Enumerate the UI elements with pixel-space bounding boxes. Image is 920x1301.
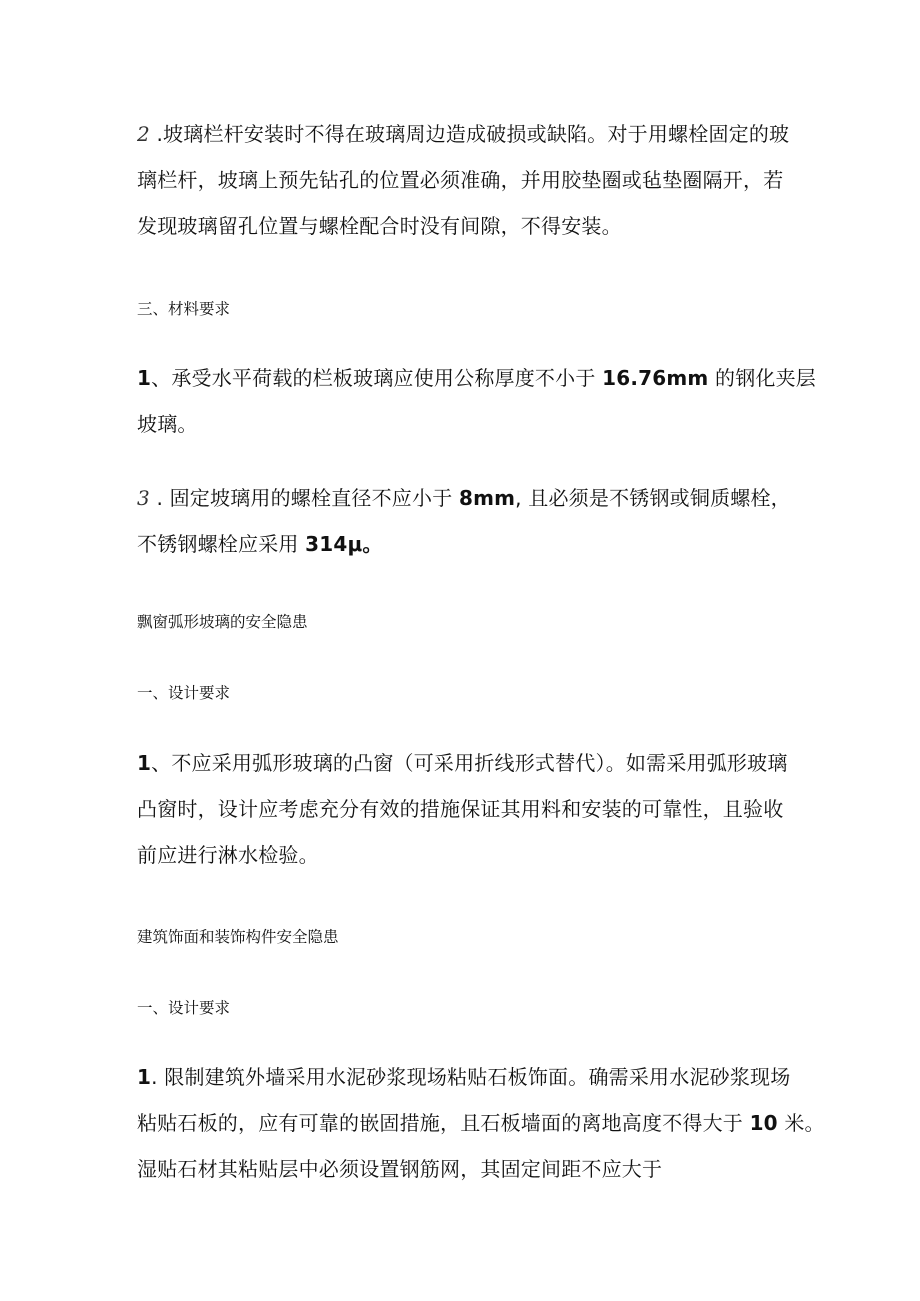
line-text: 、承受水平荷载的栏板玻璃应使用公称厚度不小于 <box>151 366 603 390</box>
line-text: 湿贴石材其粘贴层中必须设置钢筋网，其固定间距不应大于 <box>137 1157 663 1181</box>
steel-grade-value: 314μ。 <box>305 532 383 556</box>
list-number: 2 <box>137 122 157 146</box>
text-line <box>137 1100 825 1146</box>
section-heading-design-requirements-2: 一、设计要求 <box>137 999 231 1017</box>
height-limit-value: 10 <box>749 1111 778 1135</box>
line-text: 璃栏杆，坡璃上预先钻孔的位置必须准确，并用胶垫圈或毡垫圈隔开，若 <box>137 168 784 192</box>
text-line <box>137 786 787 832</box>
line-text: , 且必须是不锈钢或铜质螺栓， <box>515 486 791 510</box>
line-text: .坡璃栏杆安装时不得在玻璃周边造成破损或缺陷。对于用螺栓固定的玻 <box>156 122 790 146</box>
section-heading-bay-window-glass: 飘窗弧形坡璃的安全隐患 <box>137 613 308 631</box>
paragraph-glass-railing-installation <box>137 111 790 249</box>
paragraph-curved-glass-bay-window <box>137 740 787 878</box>
bolt-diameter-value: 8mm <box>458 486 516 510</box>
text-line <box>137 832 787 878</box>
list-number: 3 <box>137 486 157 510</box>
text-line <box>137 1054 791 1100</box>
text-line <box>137 401 787 447</box>
text-line <box>137 203 787 249</box>
line-text: . 限制建筑外墙采用水泥砂浆现场粘贴石板饰面。确需采用水泥砂浆现场 <box>151 1065 791 1089</box>
line-text: 坡璃。 <box>137 412 198 436</box>
paragraph-stone-facade <box>137 1054 825 1192</box>
paragraph-bolt-requirements <box>137 475 791 567</box>
text-line <box>137 157 787 203</box>
text-line <box>137 1146 787 1192</box>
text-line <box>137 475 791 521</box>
line-text: . 固定坡璃用的螺栓直径不应小于 <box>156 486 459 510</box>
section-heading-facade-safety: 建筑饰面和装饰构件安全隐患 <box>137 928 339 946</box>
list-number: 1 <box>137 1065 152 1089</box>
line-text: 发现玻璃留孔位置与螺栓配合时没有间隙，不得安装。 <box>137 214 622 238</box>
section-heading-material-requirements: 三、材料要求 <box>137 300 231 318</box>
paragraph-railing-glass-thickness <box>137 355 816 447</box>
section-heading-design-requirements: 一、设计要求 <box>137 684 231 702</box>
line-text: 凸窗时，设计应考虑充分有效的措施保证其用料和安装的可靠性，且验收 <box>137 797 784 821</box>
line-text: 米。 <box>777 1111 825 1135</box>
line-text: 的钢化夹层 <box>708 366 816 390</box>
line-text: 不锈钢螺栓应采用 <box>137 532 306 556</box>
line-text: 粘贴石板的，应有可靠的嵌固措施，且石板墙面的离地高度不得大于 <box>137 1111 750 1135</box>
thickness-value: 16.76mm <box>602 366 709 390</box>
line-text: 、不应采用弧形玻璃的凸窗（可采用折线形式替代）。如需采用弧形玻璃 <box>151 751 788 775</box>
text-line <box>137 111 790 157</box>
text-line <box>137 740 787 786</box>
line-text: 前应进行淋水检验。 <box>137 843 319 867</box>
text-line <box>137 521 787 567</box>
text-line <box>137 355 816 401</box>
list-number: 1 <box>137 751 152 775</box>
list-number: 1 <box>137 366 152 390</box>
